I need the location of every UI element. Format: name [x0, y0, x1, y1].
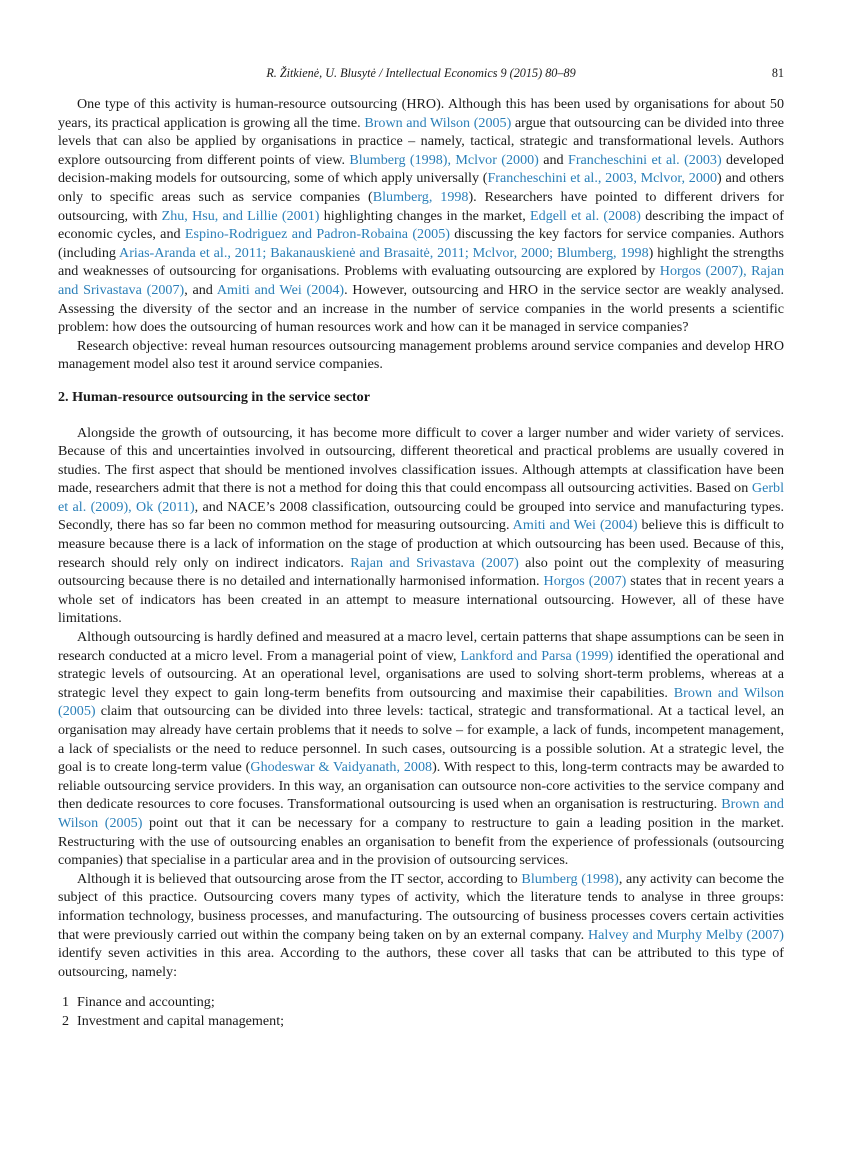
citation-link[interactable]: Blumberg, 1998 — [372, 188, 469, 205]
paragraph-text: One type of this activity is human-resource outsourcing (HRO). Although this has been used by organisations for about 50 years, its practical application is growing all the time. — [58, 96, 784, 131]
citation-link[interactable]: Amiti and Wei (2004) — [512, 517, 638, 534]
paragraph-text: identify seven activities in this area. According to the authors, these cover all tasks that can be attributed to this type of outsourcing, namely: — [58, 945, 784, 980]
citation-link[interactable]: Lankford and Parsa (1999) — [460, 647, 614, 664]
paragraph-text: , any activity can become the subject of this practice. Outsourcing covers many types of activity, which the literature tends to analyse in three groups: information technology, business processes, and manufacturing. The outsourcing of business processes covers certain activities that were previously carried out within the company being taken on by an external company. — [58, 870, 785, 943]
section-heading: 2. Human-resource outsourcing in the service sector — [58, 388, 370, 405]
citation-link[interactable]: Espino-Rodriguez and Padron-Robaina (2005) — [184, 226, 450, 243]
citation-link[interactable]: Gerbl et al. (2009), Ok (2011) — [58, 480, 784, 515]
list-item-number: 1 — [62, 994, 70, 1011]
list-item — [58, 993, 784, 1012]
paragraph-text: ) and others only to specific areas such as service companies ( — [58, 170, 784, 205]
paragraph-text: identified the operational and strategic levels of outsourcing. At an operational level, organisations are used to solving short-term problems, whereas at a strategic level they expect to gain long-term benefits from outsourcing and maximise their capabilities. — [58, 647, 784, 701]
section-paragraph-3 — [58, 870, 784, 982]
citation-link[interactable]: Ghodeswar & Vaidyanath, 2008 — [250, 759, 433, 776]
citation-link[interactable]: Francheschini et al. (2003) — [568, 151, 722, 168]
citation-link[interactable]: Blumberg (1998) — [521, 870, 619, 887]
paragraph-text: claim that outsourcing can be divided into three levels: tactical, strategic and transformational. At a tactical level, an organisation may already have certain problems that it needs to solve – for example, a lack of funds, incompetent management, a lack of specialists or the need to reduce personnel. In such cases, outsourcing is a possible solution. At a strategic level, the goal is to create long-term value ( — [58, 703, 784, 776]
list-item-number: 2 — [62, 1012, 70, 1029]
paragraph-text: ) highlight the strengths and weaknesses of outsourcing for organisations. Problems with evaluating outsourcing are explored by — [58, 244, 784, 280]
citation-link[interactable]: Arias-Aranda et al., 2011; Bakanauskienė and Brasaitė, 2011; Mclvor, 2000; Blumberg, 1998 — [119, 244, 649, 261]
citation-link[interactable]: Edgell et al. (2008) — [530, 207, 641, 224]
citation-link[interactable]: Amiti and Wei (2004) — [216, 281, 345, 298]
paragraph-text: also point out the complexity of measuring outsourcing because there is no detailed and internationally harmonised information. — [58, 554, 784, 590]
page-number: 81 — [771, 66, 784, 80]
paragraph-text: highlighting changes in the market, — [319, 207, 531, 224]
paragraph-text: ). With respect to this, long-term contracts may be awarded to reliable outsourcing service providers. In this way, an organisation can outsource non-core activities to the service company and then dedicate resources to core focuses. Transformational outsourcing is used when an organisation is restructuring. — [58, 759, 784, 813]
list-item-text: Finance and accounting; — [77, 994, 215, 1011]
paragraph-text: describing the impact of economic cycles, and — [58, 207, 784, 243]
citation-link[interactable]: Halvey and Murphy Melby (2007) — [587, 926, 784, 943]
paragraph-text: and — [538, 151, 568, 168]
paragraph-text: , and — [184, 281, 217, 298]
citation-link[interactable]: Horgos (2007), Rajan and Srivastava (2007) — [58, 263, 784, 298]
list-item — [58, 1012, 784, 1031]
citation-link[interactable]: Brown and Wilson (2005) — [58, 684, 784, 720]
paragraph-text: developed decision-making models for outsourcing, some of which apply universally ( — [58, 151, 784, 187]
section-paragraph-2 — [58, 628, 784, 870]
citation-link[interactable]: Zhu, Hsu, and Lillie (2001) — [161, 207, 320, 224]
running-title: R. Žitkienė, U. Blusytė / Intellectual Economics 9 (2015) 80–89 — [266, 66, 576, 80]
paragraph-text: discussing the key factors for service companies. Authors (including — [58, 226, 784, 261]
paragraph-text: argue that outsourcing can be divided into three levels that can also be applied by organisations in practice – namely, tactical, strategic and transformational levels. Authors explore outsourcing from different points of view. — [58, 114, 784, 168]
paragraph-text: Research objective: reveal human resources outsourcing management problems around service companies and develop HRO management model also test it around service companies. — [58, 337, 784, 373]
activity-list — [58, 993, 784, 1030]
intro-paragraph-research-objective — [58, 337, 784, 374]
paragraph-text: Although outsourcing is hardly defined and measured at a macro level, certain patterns that shape assumptions can be seen in research conducted at a micro level. From a managerial point of view, — [58, 629, 784, 664]
list-item-text: Investment and capital management; — [77, 1012, 285, 1029]
citation-link[interactable]: Rajan and Srivastava (2007) — [350, 554, 519, 571]
paragraph-text: . However, outsourcing and HRO in the service sector are weakly analysed. Assessing the diversity of the sector and an increase in the number of service companies in the world presents a scientific problem: how does the outsourcing of human resources work and how can it be managed in service companies? — [58, 281, 784, 336]
citation-link[interactable]: Brown and Wilson (2005) — [58, 796, 784, 831]
citation-link[interactable]: Francheschini et al., 2003, Mclvor, 2000 — [487, 170, 717, 187]
paragraph-text: , and NACE’s 2008 classification, outsourcing could be grouped into service and manufacturing types. Secondly, there has so far been no common method for measuring outsourcing. — [58, 498, 784, 534]
section-paragraph-1 — [58, 424, 784, 629]
paragraph-text: Although it is believed that outsourcing arose from the IT sector, according to — [77, 870, 522, 887]
citation-link[interactable]: Blumberg (1998), Mclvor (2000) — [349, 151, 539, 168]
paragraph-text: Alongside the growth of outsourcing, it has become more difficult to cover a larger number and wider variety of services. Because of this and uncertainties involved in outsourcing, different theoretical and practical problems are usually covered in studies. The first aspect that should be mentioned involves classification issues. Although attempts at classification have been made, researchers admit that there is not a method for doing this that could encompass all outsourcing activities. Based on — [58, 424, 784, 497]
article-body — [58, 95, 784, 1031]
paragraph-text: point out that it can be necessary for a company to restructure to gain a leading position in the market. Restructuring with the use of outsourcing enables an organisation to benefit from the experience of professionals (outsourcing companies) that specialise in a particular area and in the provision of outsourcing services. — [58, 814, 785, 869]
paragraph-text: ). Researchers have pointed to different drivers for outsourcing, with — [58, 188, 784, 224]
citation-link[interactable]: Horgos (2007) — [543, 573, 627, 590]
running-header — [58, 66, 784, 86]
paragraph-text: states that in recent years a whole set of indicators has been created in an attempt to measure international outsourcing. However, all of these have limitations. — [58, 573, 784, 627]
intro-paragraph-1 — [58, 95, 784, 337]
citation-link[interactable]: Brown and Wilson (2005) — [364, 114, 512, 131]
paragraph-text: believe this is difficult to measure because there is a lack of information on the stage of production at which outsourcing has been used. Because of this, research should rely only on indirect indicators. — [58, 517, 784, 571]
